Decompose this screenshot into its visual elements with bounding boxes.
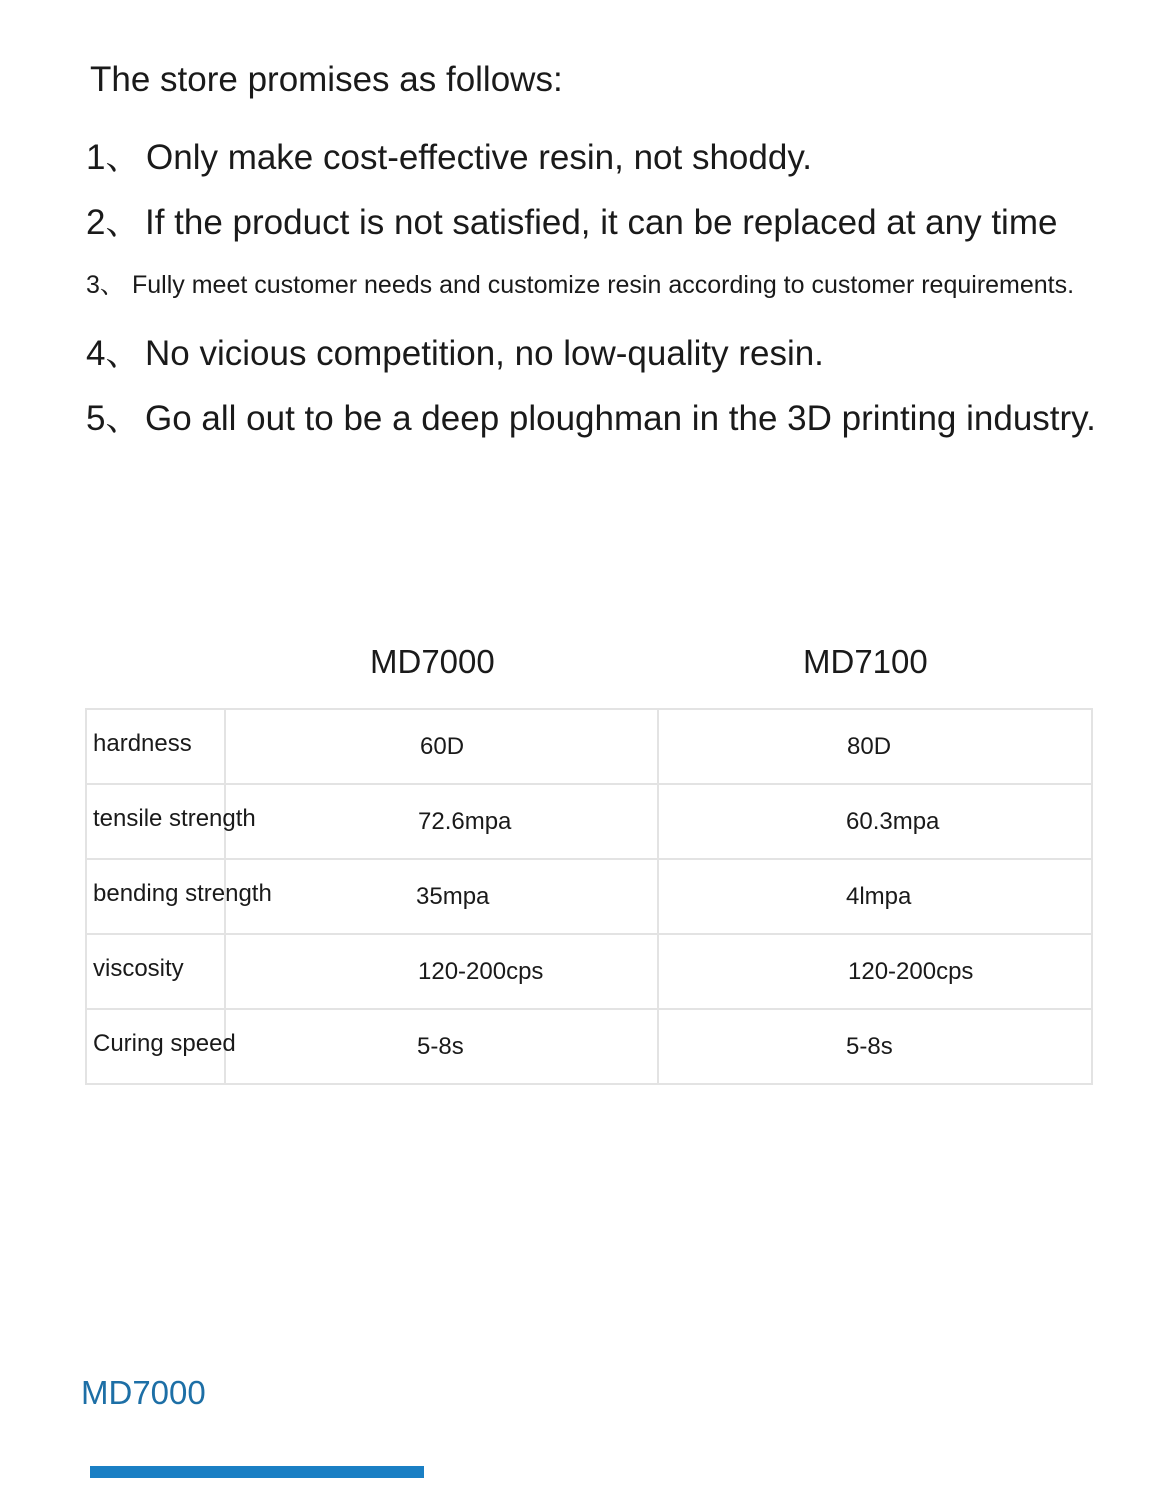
property-cell — [86, 709, 225, 784]
md7100-value-cell — [658, 709, 1092, 784]
md7100-value: 5-8s — [846, 1032, 893, 1060]
property-cell — [86, 1009, 236, 1084]
property-cell — [86, 784, 256, 859]
md7100-value-cell — [658, 784, 1092, 859]
promise-number: 1、 — [86, 138, 141, 177]
table-row — [86, 934, 1092, 1009]
md7000-value-cell — [225, 1009, 658, 1084]
promise-item-3 — [86, 269, 1075, 301]
md7000-value: 60D — [420, 732, 465, 760]
promise-item-1 — [86, 136, 812, 180]
md7000-value-cell — [225, 784, 658, 859]
promise-item-2 — [86, 201, 1058, 245]
md7000-value-cell — [225, 709, 658, 784]
table-row — [86, 1009, 1092, 1084]
property-label: hardness — [93, 729, 192, 757]
property-cell — [86, 859, 272, 934]
md7100-value: 120-200cps — [848, 957, 974, 985]
promise-text: Only make cost-effective resin, not shoddy. — [146, 138, 812, 177]
property-label: Curing speed — [93, 1029, 236, 1057]
promise-text: Fully meet customer needs and customize resin according to customer requirements. — [132, 271, 1075, 299]
section-accent-bar — [90, 1466, 424, 1478]
md7000-value-cell — [225, 859, 658, 934]
md7000-value: 35mpa — [416, 882, 490, 910]
promise-text: If the product is not satisfied, it can be replaced at any time — [145, 203, 1058, 242]
model-header-md7000: MD7000 — [370, 643, 495, 680]
promise-item-4 — [86, 332, 824, 376]
section-title-md7000: MD7000 — [81, 1374, 206, 1411]
md7000-value: 5-8s — [417, 1032, 464, 1060]
md7000-value-cell — [225, 934, 658, 1009]
property-cell — [86, 934, 225, 1009]
spec-comparison-table — [85, 708, 1093, 1085]
promise-text: Go all out to be a deep ploughman in the 3D printing industry. — [145, 399, 1096, 438]
md7100-value-cell — [658, 1009, 1092, 1084]
model-header-md7100: MD7100 — [803, 643, 928, 680]
property-label: bending strength — [93, 879, 272, 907]
table-row — [86, 859, 1092, 934]
property-label: viscosity — [93, 954, 184, 982]
promise-text: No vicious competition, no low-quality resin. — [145, 334, 824, 373]
md7000-value: 72.6mpa — [418, 807, 512, 835]
property-label: tensile strength — [93, 804, 256, 832]
promise-number: 4、 — [86, 334, 141, 373]
promise-number: 2、 — [86, 203, 141, 242]
promise-number: 3、 — [86, 271, 125, 299]
md7100-value: 4lmpa — [846, 882, 912, 910]
md7100-value: 60.3mpa — [846, 807, 940, 835]
table-row — [86, 784, 1092, 859]
promises-heading: The store promises as follows: — [90, 60, 563, 99]
md7100-value-cell — [658, 934, 1092, 1009]
md7000-value: 120-200cps — [418, 957, 544, 985]
table-row — [86, 709, 1092, 784]
md7100-value-cell — [658, 859, 1092, 934]
promise-number: 5、 — [86, 399, 141, 438]
md7100-value: 80D — [847, 732, 892, 760]
promise-item-5 — [86, 397, 1096, 441]
